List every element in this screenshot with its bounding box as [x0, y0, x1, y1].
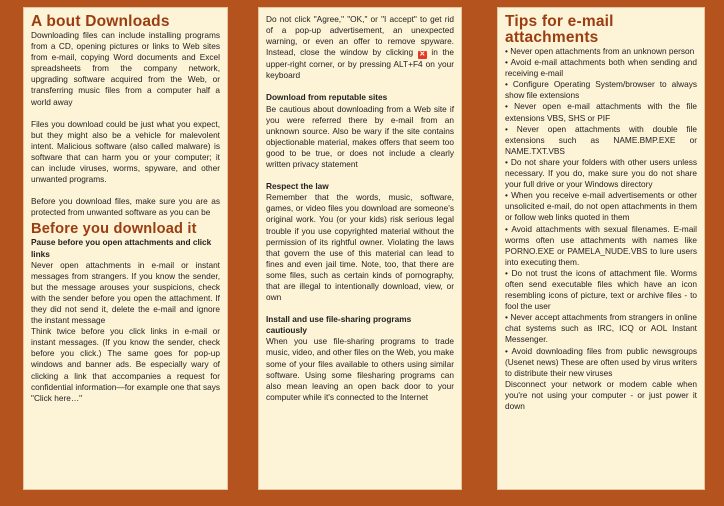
- before-download-title: Before you download it: [31, 221, 197, 238]
- email-tips-title: Tips for e-mail attachments: [505, 13, 614, 46]
- links-paragraph: Think twice before you click links in e-mail or instant messages. (If you know the sender, check before you click.) The same goes for pop-up windows and banner ads. Be especially wary of clicking a link that accompanies a request for confidential information—for example one that says "Click here…": [31, 326, 220, 403]
- reputable-sites-subheading: Download from reputable sites: [266, 92, 388, 103]
- tips-list: [505, 46, 697, 412]
- pause-subheading: Pause before you open attachments and click links: [31, 237, 212, 259]
- list-item: • Do not share your folders with other users unless necessary. If you do, make sure you do not share your full drive or your Windows directory: [505, 156, 697, 190]
- popup-text-end: in the upper-right corner, or by pressing ALT+F4 on your keyboard: [266, 47, 454, 81]
- list-item: • Never accept attachments from strangers in online chat systems such as IRC, ICQ or AOL Instant Messenger.: [505, 312, 697, 345]
- list-item: • Avoid attachments with sexual filenames. E-mail worms often use attachments with names like PORNO.EXE or PAMELA_NUDE.VBS to lure users into executing them.: [505, 223, 697, 267]
- close-icon: ✕: [419, 51, 426, 59]
- attachments-paragraph: Never open attachments in e-mail or instant messages from strangers. If you know the sender, but the message arouses your suspicions, check with the sender before you open the attachment. If they did not send it, delete the e-mail and ignore the instant message: [31, 259, 220, 326]
- list-item: Disconnect your network or modem cable when you're not using your computer - or just power it down: [505, 378, 697, 411]
- reputable-sites-paragraph: Be cautious about downloading from a Web site if you were referred there by e-mail from an unknown source. Also be wary if the site contains objectionable material, makes offers that seem too good to be true, or does not include a clearly written privacy statement: [266, 103, 454, 170]
- respect-law-paragraph: Remember that the words, music, software, games, or video files you download are someone's original work. You (or your kids) risk serious legal trouble if you use copyrighted material without the permission of its rightful owner. Violating the laws that govern the use of this material can lead to fines and even jail time. Note, too, that there are some files, such as certain kinds of pornography, that are illegal to intentionally download, view, or own: [266, 192, 454, 303]
- respect-law-subheading: Respect the law: [266, 181, 329, 192]
- list-item: • Never open attachments from an unknown person: [505, 46, 695, 56]
- list-item: • Avoid e-mail attachments both when sending and receiving e-mail: [505, 57, 697, 79]
- malware-paragraph: Files you download could be just what you expect, but they might also be a vehicle for malevolent intent. Malicious software (also called malware) is software that can harm you or your computer; it can include viruses, worms, spyware, and other unwanted programs.: [31, 118, 220, 185]
- list-item: • Configure Operating System/browser to always show file extensions: [505, 79, 697, 101]
- file-sharing-paragraph: When you use file-sharing programs to trade music, video, and other files on the Web, you make some of your files available to others using similar software. Using some filesharing programs can also mean leaving an open back door to your computer while it's connected to the Internet: [266, 336, 455, 402]
- popup-paragraph: [266, 14, 454, 81]
- popup-text-start: Do not click "Agree," "OK," or "I accept" to get rid of a pop-up advertisement, an unexpected warning, or even an offer to remove spyware. Instead, close the window by clicking: [266, 14, 454, 58]
- about-downloads-panel: [23, 7, 228, 490]
- list-item: • Do not trust the icons of attachment file. Worms often send executable files which have an icon resembling icons of picture, text or archive files - to fool the user: [505, 267, 697, 312]
- file-sharing-subheading: Install and use file-sharing programs cautiously: [266, 314, 412, 336]
- download-safety-panel: [258, 7, 462, 490]
- list-item: • Avoid downloading files from public newsgroups (Usenet news) These are often used by virus writers to distribute their new viruses: [505, 345, 697, 378]
- email-tips-panel: [497, 7, 705, 490]
- downloading-intro-paragraph: Downloading files can include installing programs from a CD, opening pictures or links to Web sites from e-mail, copying Word documents and Excel spreadsheets from the company network, upgrading software acquired from the Web, or transferring music files from a computer half a world away: [31, 30, 220, 107]
- protect-paragraph: Before you download files, make sure you are as protected from unwanted software as you can be: [31, 196, 220, 218]
- list-item: • When you receive e-mail advertisements or other unsolicited e-mail, do not open attachments in them or follow web links quoted in them: [505, 190, 697, 223]
- list-item: • Never open e-mail attachments with the file extensions VBS, SHS or PIF: [505, 101, 697, 123]
- about-downloads-title: A bout Downloads: [31, 13, 170, 30]
- list-item: • Never open attachments with double file extensions such as NAME.BMP.EXE or NAME.TXT.VBS: [505, 123, 697, 156]
